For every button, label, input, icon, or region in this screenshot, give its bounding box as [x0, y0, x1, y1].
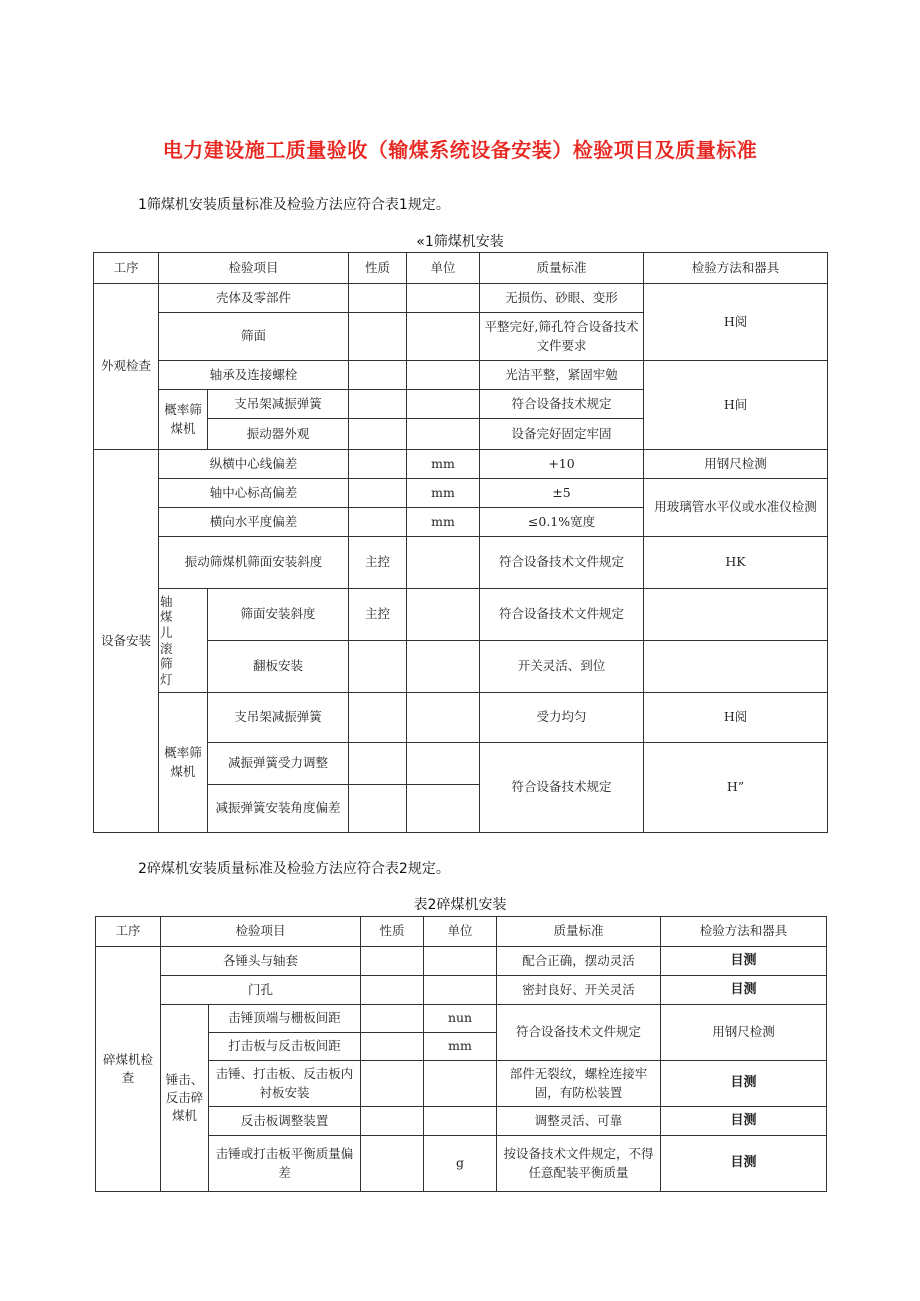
method-cell: H阅 — [644, 284, 828, 361]
table-row — [94, 284, 828, 313]
table-row — [96, 976, 827, 1005]
unit-cell: nun — [424, 1005, 497, 1033]
unit-cell — [407, 693, 480, 743]
method-cell: 用钢尺检测 — [644, 450, 828, 479]
unit-cell — [407, 743, 480, 785]
standard-cell: 设备完好固定牢固 — [480, 419, 644, 450]
header-nature: 性质 — [349, 253, 407, 284]
nature-cell — [361, 947, 424, 976]
nature-cell — [361, 1005, 424, 1033]
standard-cell: 符合设备技术规定 — [480, 390, 644, 419]
standard-cell: 平整完好,筛孔符合设备技术文件要求 — [480, 313, 644, 361]
page-title: 电力建设施工质量验收（输煤系统设备安装）检验项目及质量标准 — [162, 138, 758, 162]
standard-cell: ≤0.1%宽度 — [480, 508, 644, 537]
header-standard: 质量标准 — [497, 917, 661, 947]
table-header-row — [94, 253, 828, 284]
item-cell: 振动筛煤机筛面安装斜度 — [159, 537, 349, 589]
unit-cell — [424, 976, 497, 1005]
nature-cell — [349, 693, 407, 743]
nature-cell — [349, 479, 407, 508]
table-row — [96, 1005, 827, 1033]
item-cell: 击锤顶端与栅板间距 — [209, 1005, 361, 1033]
nature-cell — [349, 785, 407, 833]
method-cell: 用钢尺检测 — [661, 1005, 827, 1061]
nature-cell: 主控 — [349, 589, 407, 641]
table-row — [94, 589, 828, 641]
unit-cell — [407, 361, 480, 390]
method-cell: 目测 — [661, 947, 827, 976]
standard-cell: 部件无裂纹，螺栓连接牢固，有防松装置 — [497, 1061, 661, 1107]
standard-cell: 符合设备技术文件规定 — [480, 589, 644, 641]
nature-cell — [349, 390, 407, 419]
nature-cell — [349, 508, 407, 537]
item-cell: 振动器外观 — [208, 419, 349, 450]
process-cell: 设备安装 — [94, 450, 159, 833]
standard-cell: 调整灵活、可靠 — [497, 1107, 661, 1136]
method-cell: H” — [644, 743, 828, 833]
unit-cell — [407, 589, 480, 641]
header-process: 工序 — [94, 253, 159, 284]
table-row — [94, 450, 828, 479]
subgroup-cell: 锤击、反击碎煤机 — [161, 1005, 209, 1192]
nature-cell — [361, 1136, 424, 1192]
item-cell: 轴中心标高偏差 — [159, 479, 349, 508]
item-cell: 各锤头与轴套 — [161, 947, 361, 976]
method-cell: 目测 — [661, 1061, 827, 1107]
item-cell: 壳体及零部件 — [159, 284, 349, 313]
header-item: 检验项目 — [159, 253, 349, 284]
item-cell: 击锤、打击板、反击板内衬板安装 — [209, 1061, 361, 1107]
nature-cell — [349, 284, 407, 313]
table-header-row — [96, 917, 827, 947]
item-cell: 减振弹簧受力调整 — [208, 743, 349, 785]
standard-cell: 符合设备技术规定 — [480, 743, 644, 833]
unit-cell: mm — [407, 508, 480, 537]
method-cell: H阅 — [644, 693, 828, 743]
nature-cell — [361, 1033, 424, 1061]
item-cell: 减振弹簧安装角度偏差 — [208, 785, 349, 833]
item-cell: 轴承及连接螺栓 — [159, 361, 349, 390]
header-unit: 单位 — [407, 253, 480, 284]
nature-cell — [349, 313, 407, 361]
standard-cell: ±5 — [480, 479, 644, 508]
nature-cell — [361, 976, 424, 1005]
table-row — [94, 361, 828, 390]
unit-cell — [407, 390, 480, 419]
method-cell — [644, 641, 828, 693]
header-process: 工序 — [96, 917, 161, 947]
standard-cell: 符合设备技术文件规定 — [497, 1005, 661, 1061]
nature-cell — [361, 1061, 424, 1107]
unit-cell: mm — [424, 1033, 497, 1061]
standard-cell: 受力均匀 — [480, 693, 644, 743]
table2-caption: 表2碎煤机安装 — [413, 897, 507, 913]
header-method: 检验方法和器具 — [644, 253, 828, 284]
header-nature: 性质 — [361, 917, 424, 947]
header-standard: 质量标准 — [480, 253, 644, 284]
header-method: 检验方法和器具 — [661, 917, 827, 947]
unit-cell — [407, 537, 480, 589]
nature-cell — [361, 1107, 424, 1136]
header-item: 检验项目 — [161, 917, 361, 947]
unit-cell — [424, 947, 497, 976]
table-row — [96, 947, 827, 976]
subgroup-cell: 轴煤儿滚筛灯 — [159, 589, 208, 693]
unit-cell — [407, 284, 480, 313]
unit-cell — [424, 1061, 497, 1107]
unit-cell — [407, 641, 480, 693]
standard-cell: 开关灵活、到位 — [480, 641, 644, 693]
item-cell: 筛面安装斜度 — [208, 589, 349, 641]
subgroup-cell: 概率筛煤机 — [159, 390, 208, 450]
method-cell: 目测 — [661, 976, 827, 1005]
unit-cell: g — [424, 1136, 497, 1192]
table-row — [94, 693, 828, 743]
standard-cell: 配合正确，摆动灵活 — [497, 947, 661, 976]
unit-cell — [407, 419, 480, 450]
nature-cell — [349, 361, 407, 390]
item-cell: 反击板调整装置 — [209, 1107, 361, 1136]
unit-cell — [424, 1107, 497, 1136]
item-cell: 横向水平度偏差 — [159, 508, 349, 537]
standard-cell: +10 — [480, 450, 644, 479]
crusher-table — [95, 916, 827, 1192]
table1-caption: «1筛煤机安装 — [416, 234, 504, 250]
standard-cell: 符合设备技术文件规定 — [480, 537, 644, 589]
item-cell: 翻板安装 — [208, 641, 349, 693]
method-cell: 目测 — [661, 1107, 827, 1136]
header-unit: 单位 — [424, 917, 497, 947]
item-cell: 门孔 — [161, 976, 361, 1005]
nature-cell — [349, 419, 407, 450]
unit-cell: mm — [407, 450, 480, 479]
item-cell: 纵横中心线偏差 — [159, 450, 349, 479]
unit-cell — [407, 313, 480, 361]
method-cell: 目测 — [661, 1136, 827, 1192]
unit-cell: mm — [407, 479, 480, 508]
item-cell: 筛面 — [159, 313, 349, 361]
item-cell: 打击板与反击板间距 — [209, 1033, 361, 1061]
screener-table — [93, 252, 828, 833]
standard-cell: 密封良好、开关灵活 — [497, 976, 661, 1005]
method-cell: HK — [644, 537, 828, 589]
method-cell: 用玻璃管水平仪或水准仪检测 — [644, 479, 828, 537]
unit-cell — [407, 785, 480, 833]
item-cell: 支吊架减振弹簧 — [208, 693, 349, 743]
nature-cell — [349, 450, 407, 479]
nature-cell — [349, 743, 407, 785]
table-row — [94, 479, 828, 508]
table-row — [94, 537, 828, 589]
section2-intro: 2碎煤机安装质量标准及检验方法应符合表2规定。 — [138, 861, 450, 877]
process-cell: 外观检查 — [94, 284, 159, 450]
subgroup-cell: 概率筛煤机 — [159, 693, 208, 833]
section1-intro: 1筛煤机安装质量标准及检验方法应符合表1规定。 — [138, 197, 450, 213]
method-cell: H间 — [644, 361, 828, 450]
standard-cell: 按设备技术文件规定，不得任意配装平衡质量 — [497, 1136, 661, 1192]
method-cell — [644, 589, 828, 641]
standard-cell: 光洁平整，紧固牢勉 — [480, 361, 644, 390]
standard-cell: 无损伤、砂眼、变形 — [480, 284, 644, 313]
nature-cell — [349, 641, 407, 693]
nature-cell: 主控 — [349, 537, 407, 589]
item-cell: 击锤或打击板平衡质量偏差 — [209, 1136, 361, 1192]
item-cell: 支吊架减振弹簧 — [208, 390, 349, 419]
process-cell: 碎煤机检查 — [96, 947, 161, 1192]
